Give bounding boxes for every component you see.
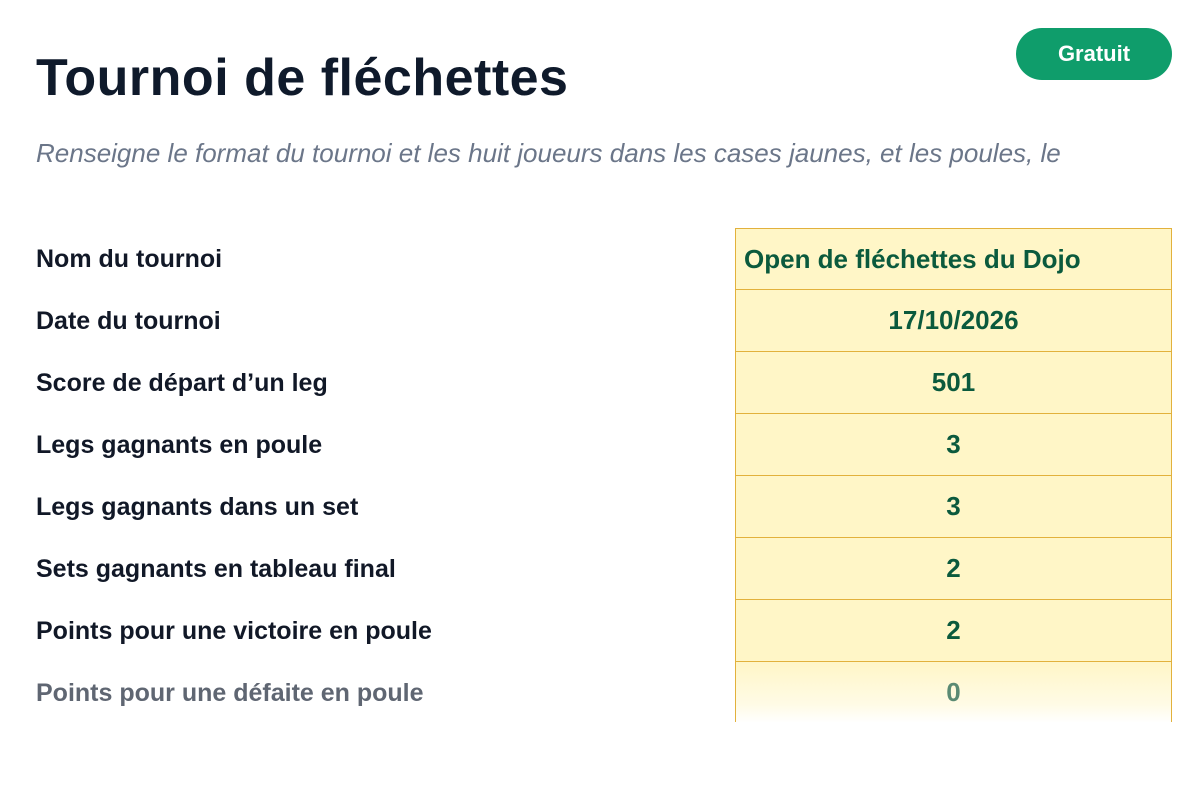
- setting-row-tournament-name: [0, 228, 1200, 290]
- setting-row-final-sets: [0, 538, 1200, 600]
- setting-label-pool-legs: Legs gagnants en poule: [36, 430, 323, 459]
- setting-label-loss-points: Points pour une défaite en poule: [36, 678, 424, 707]
- page-title: Tournoi de fléchettes: [36, 49, 569, 107]
- setting-row-tournament-date: [0, 290, 1200, 352]
- set-legs-input[interactable]: 3: [735, 476, 1172, 538]
- setting-row-pool-legs: [0, 414, 1200, 476]
- pool-legs-input[interactable]: 3: [735, 414, 1172, 476]
- setting-label-final-sets: Sets gagnants en tableau final: [36, 554, 396, 583]
- starting-score-input[interactable]: 501: [735, 352, 1172, 414]
- setting-label-set-legs: Legs gagnants dans un set: [36, 492, 359, 521]
- win-points-input[interactable]: 2: [735, 600, 1172, 662]
- tournament-name-input[interactable]: Open de fléchettes du Dojo: [735, 228, 1172, 290]
- tournament-settings-table: [0, 228, 1200, 724]
- final-sets-input[interactable]: 2: [735, 538, 1172, 600]
- free-badge[interactable]: Gratuit: [1016, 28, 1172, 80]
- setting-row-starting-score: [0, 352, 1200, 414]
- setting-label-tournament-date: Date du tournoi: [36, 306, 221, 335]
- setting-label-starting-score: Score de départ d’un leg: [36, 368, 328, 397]
- bottom-fade: [0, 722, 1200, 800]
- setting-label-tournament-name: Nom du tournoi: [36, 244, 223, 273]
- setting-row-loss-points: [0, 662, 1200, 724]
- setting-row-win-points: [0, 600, 1200, 662]
- setting-label-win-points: Points pour une victoire en poule: [36, 616, 432, 645]
- tournament-date-input[interactable]: 17/10/2026: [735, 290, 1172, 352]
- setting-row-set-legs: [0, 476, 1200, 538]
- page-subtitle: Renseigne le format du tournoi et les huit joueurs dans les cases jaunes, et les poules, le: [36, 138, 1061, 168]
- loss-points-input[interactable]: 0: [735, 662, 1172, 724]
